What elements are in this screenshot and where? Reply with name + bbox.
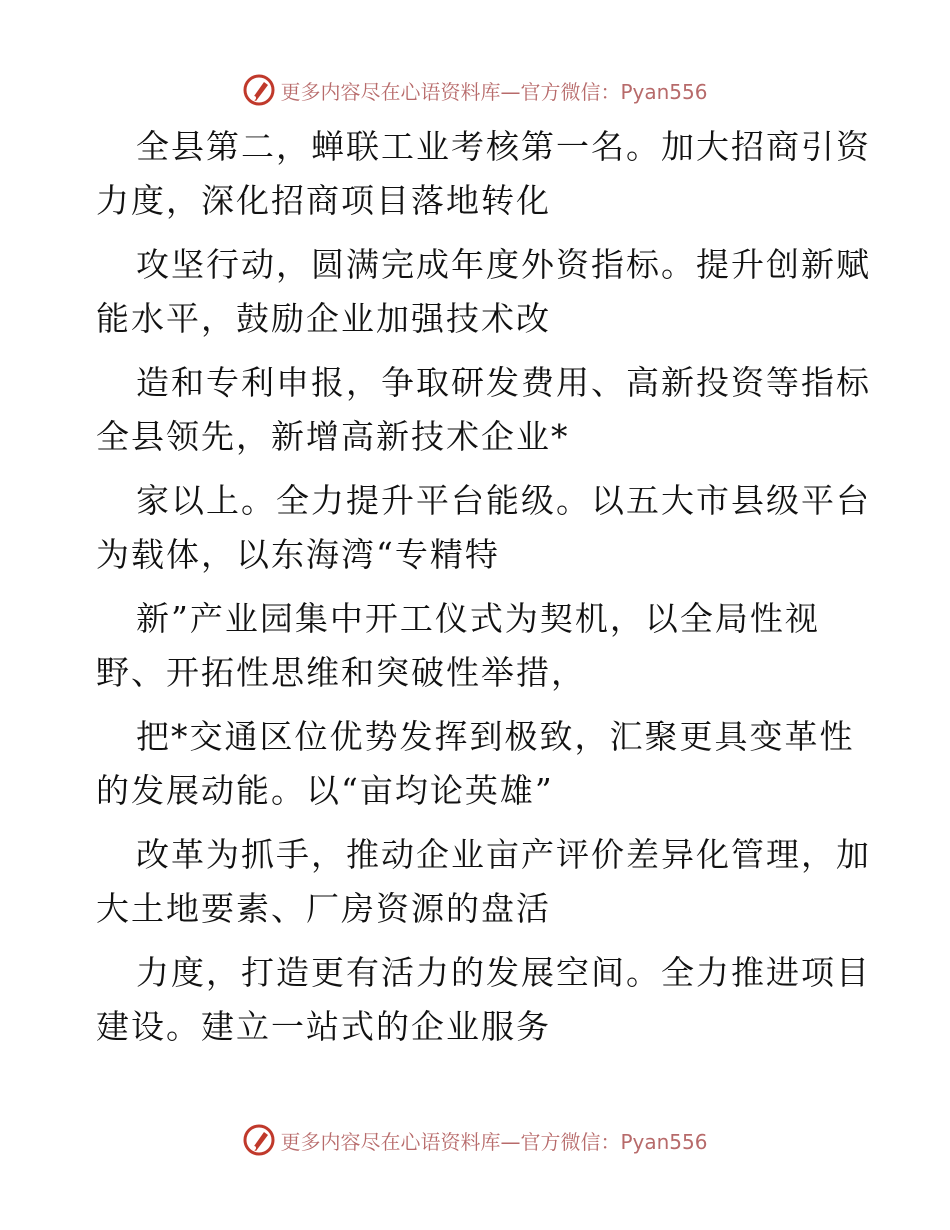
paragraph	[96, 474, 871, 582]
footer-banner	[0, 1120, 950, 1160]
paragraph	[96, 356, 871, 464]
paragraph-line: 力度，深化招商项目落地转化	[96, 181, 551, 220]
document-body	[96, 120, 871, 1064]
paragraph-line: 野、开拓性思维和突破性举措，	[96, 653, 586, 692]
paragraph-line: 为载体，以东海湾“专精特	[96, 535, 500, 574]
pen-nib-logo-icon	[242, 1123, 276, 1157]
paragraph-line: 造和专利申报，争取研发费用、高新投资等指标	[136, 363, 871, 402]
paragraph-line: 大土地要素、厂房资源的盘活	[96, 889, 551, 928]
paragraph-line: 全县领先，新增高新技术企业*	[96, 417, 570, 456]
paragraph	[96, 828, 871, 936]
header-banner-text: 更多内容尽在心语资料库—官方微信：Pyan556	[280, 79, 708, 104]
paragraph-line: 家以上。全力提升平台能级。以五大市县级平台	[136, 481, 871, 520]
footer-banner-text: 更多内容尽在心语资料库—官方微信：Pyan556	[280, 1129, 708, 1154]
paragraph-line: 全县第二，蝉联工业考核第一名。加大招商引资	[136, 127, 871, 166]
header-banner	[0, 70, 950, 110]
paragraph	[96, 710, 866, 818]
paragraph-line: 攻坚行动，圆满完成年度外资指标。提升创新赋	[136, 245, 871, 284]
paragraph-line: 的发展动能。以“亩均论英雄”	[96, 771, 554, 810]
paragraph-line: 力度，打造更有活力的发展空间。全力推进项目	[136, 953, 871, 992]
paragraph-line: 能水平，鼓励企业加强技术改	[96, 299, 551, 338]
paragraph	[96, 946, 871, 1054]
paragraph	[96, 120, 871, 228]
pen-nib-logo-icon	[242, 73, 276, 107]
paragraph-line: 建设。建立一站式的企业服务	[96, 1007, 551, 1046]
paragraph-line: 新”产业园集中开工仪式为契机，以全局性视	[136, 599, 820, 638]
paragraph	[96, 592, 866, 700]
paragraph	[96, 238, 871, 346]
paragraph-line: 改革为抓手，推动企业亩产评价差异化管理，加	[136, 835, 871, 874]
paragraph-line: 把*交通区位优势发挥到极致，汇聚更具变革性	[136, 717, 855, 756]
